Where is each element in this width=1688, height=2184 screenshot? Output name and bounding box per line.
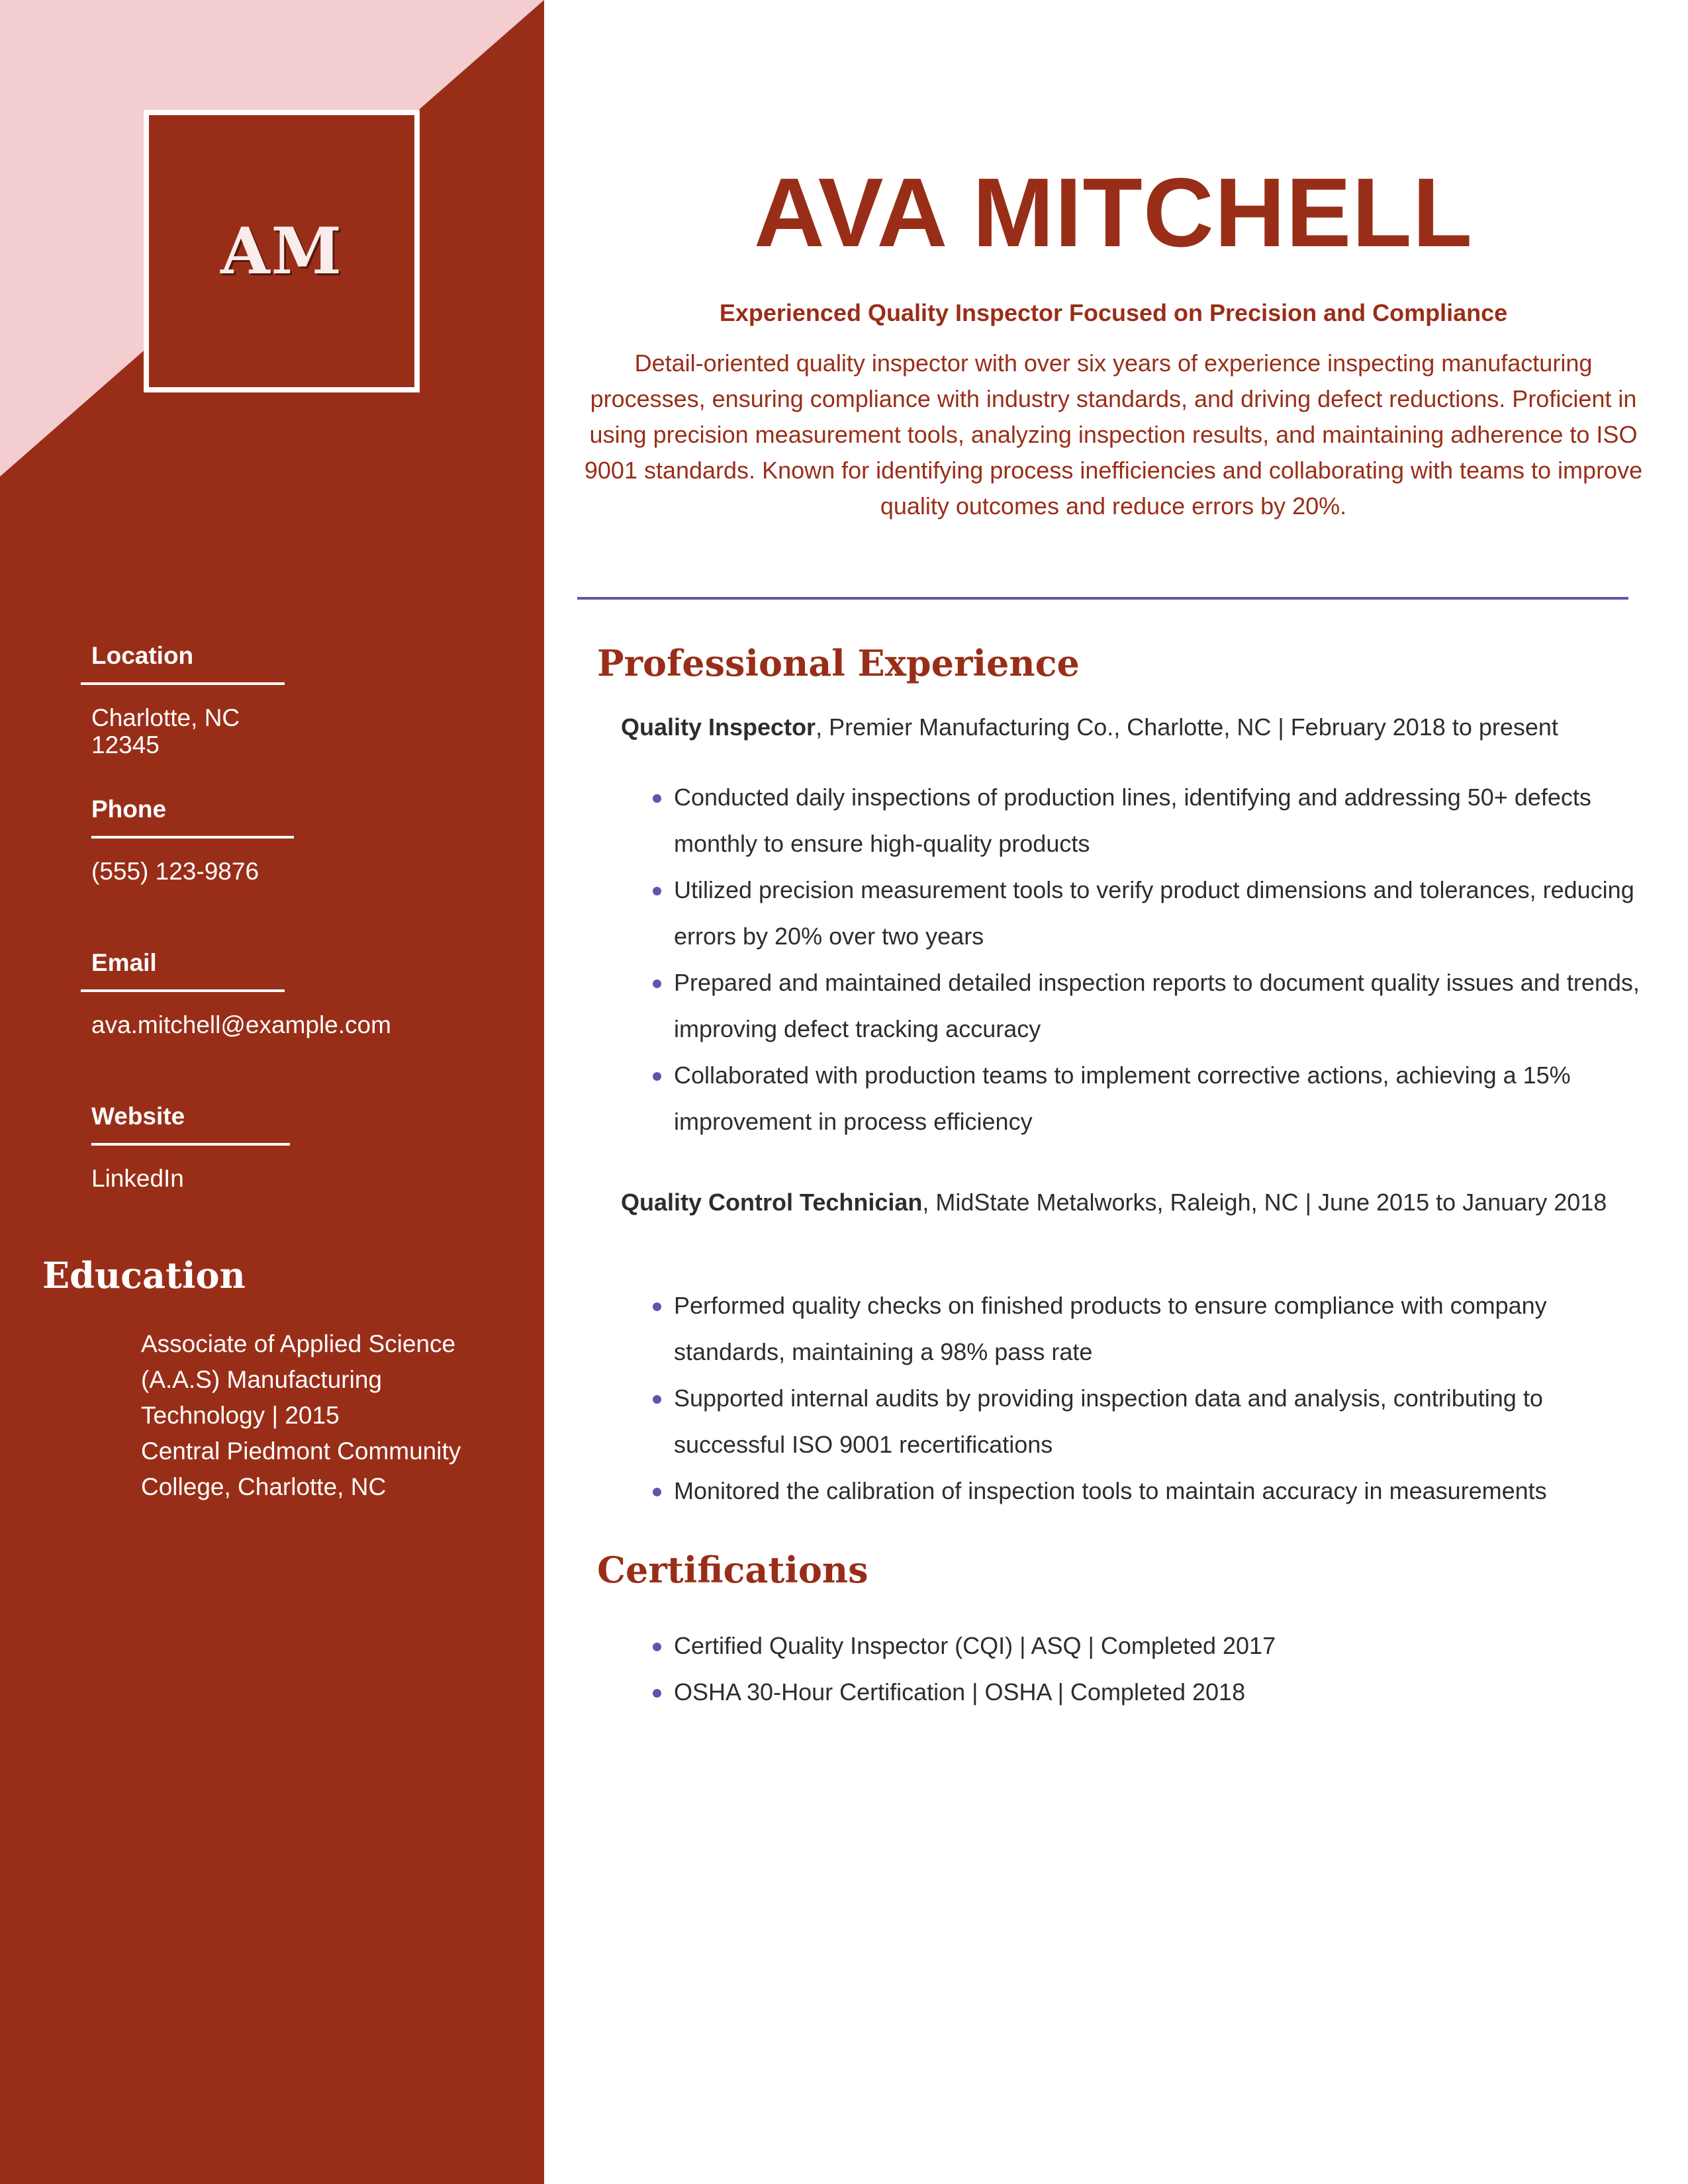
email-value[interactable]: ava.mitchell@example.com (91, 1011, 391, 1038)
phone-label: Phone (91, 796, 167, 823)
sidebar (0, 0, 544, 2184)
header-divider (577, 597, 1628, 600)
education-heading: Education (42, 1254, 246, 1297)
location-rule (81, 682, 285, 685)
job-bullets (674, 774, 1647, 1145)
list-item: Conducted daily inspections of production lines, identifying and addressing 50+ defects monthly to ensure high-quality products (674, 774, 1647, 867)
phone-value: (555) 123-9876 (91, 858, 259, 885)
education-line: Central Piedmont Community (141, 1437, 461, 1465)
list-item: OSHA 30-Hour Certification | OSHA | Completed 2018 (674, 1669, 1647, 1715)
contact-phone (91, 797, 294, 886)
email-label: Email (91, 949, 157, 976)
list-item: Monitored the calibration of inspection tools to maintain accuracy in measurements (674, 1468, 1647, 1514)
education-line: Technology | 2015 (141, 1402, 340, 1429)
contact-website (91, 1104, 290, 1193)
education-body (141, 1326, 512, 1505)
professional-headline: Experienced Quality Inspector Focused on Precision and Compliance (719, 299, 1508, 326)
list-item: Collaborated with production teams to implement corrective actions, achieving a 15% improvement in process efficiency (674, 1052, 1647, 1145)
phone-rule (91, 836, 294, 839)
location-value: Charlotte, NC 12345 (91, 704, 240, 758)
education-line: (A.A.S) Manufacturing (141, 1366, 382, 1393)
list-item: Certified Quality Inspector (CQI) | ASQ | Completed 2017 (674, 1623, 1647, 1669)
job-bullets (674, 1283, 1647, 1514)
job-details: , Premier Manufacturing Co., Charlotte, NC | February 2018 to present (816, 713, 1558, 741)
contact-email (91, 950, 462, 1039)
job-details: , MidState Metalworks, Raleigh, NC | June 2015 to January 2018 (922, 1189, 1607, 1216)
list-item: Prepared and maintained detailed inspection reports to document quality issues and trends, improving defect tracking accuracy (674, 960, 1647, 1052)
experience-heading: Professional Experience (597, 642, 1080, 684)
job-title: Quality Control Technician (621, 1189, 923, 1216)
job-header (621, 1185, 1640, 1220)
education-line: Associate of Applied Science (141, 1330, 456, 1357)
education-line: College, Charlotte, NC (141, 1473, 387, 1500)
job-title: Quality Inspector (621, 713, 816, 741)
certifications-heading: Certifications (597, 1549, 868, 1591)
job-header (621, 709, 1640, 745)
email-rule (81, 989, 285, 992)
location-label: Location (91, 642, 194, 669)
monogram-initials: AM (220, 214, 343, 289)
website-rule (91, 1143, 290, 1146)
professional-summary: Detail-oriented quality inspector with over six years of experience inspecting manufacturing processes, ensuring compliance with industry standards, and driving defect reductions. Proficient in using precision measurement tools, analyzing inspection results, and maintaining adherence to ISO 9001 standards. Known for identifying process inefficiencies and collaborating with teams to improve quality outcomes and reduce errors by 20%. (584, 349, 1643, 520)
list-item: Utilized precision measurement tools to verify product dimensions and tolerances, reducing errors by 20% over two years (674, 867, 1647, 960)
candidate-name: AVA MITCHELL (753, 158, 1474, 267)
list-item: Supported internal audits by providing inspection data and analysis, contributing to successful ISO 9001 recertifications (674, 1375, 1647, 1468)
website-label: Website (91, 1103, 185, 1130)
monogram-box (144, 110, 420, 392)
main-content (544, 0, 1688, 2184)
certification-list (674, 1623, 1647, 1715)
website-link[interactable]: LinkedIn (91, 1165, 184, 1192)
list-item: Performed quality checks on finished products to ensure compliance with company standards, maintaining a 98% pass rate (674, 1283, 1647, 1375)
contact-location (91, 643, 285, 758)
